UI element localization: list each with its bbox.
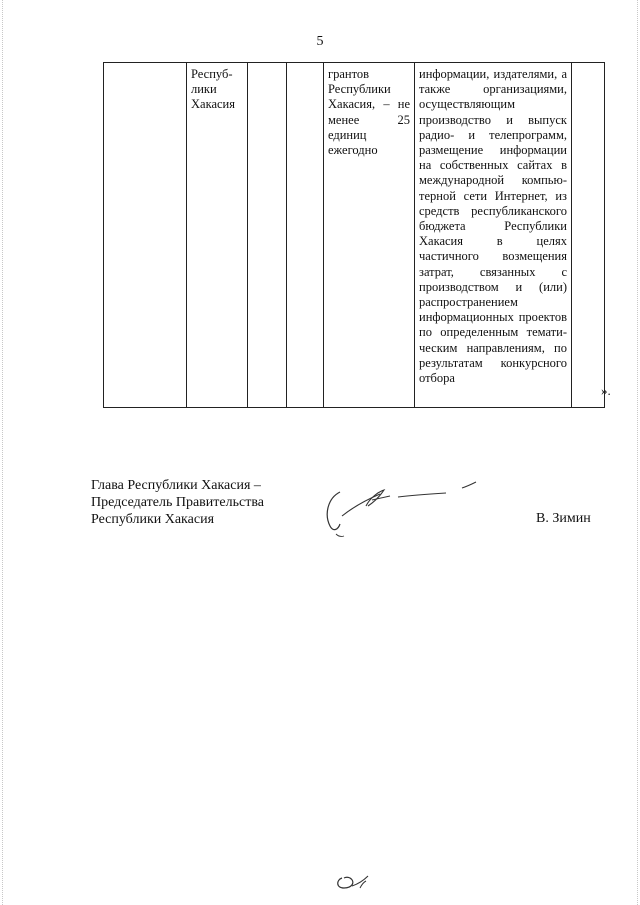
- table-row: [104, 63, 605, 408]
- page-number: 5: [316, 34, 324, 49]
- continuation-table: [103, 62, 605, 408]
- region-line: Респуб-: [191, 67, 233, 81]
- table-cell-description: [415, 63, 572, 408]
- region-line: Хакасия: [191, 97, 235, 112]
- signatory-name: В. Зимин: [536, 511, 591, 526]
- signatory-position-line: Глава Республики Хакасия –: [91, 478, 261, 493]
- table-cell-indicator: [324, 63, 415, 408]
- indicator-text: грантов Республики Хакасия, – не менее 25 единиц ежегодно: [328, 67, 410, 158]
- description-text: информации, издателями, а также организациями, осуществляющим производство и выпуск радио- и телепрограмм, размещение информации на собственных сайтах в международной компью-терной сети Интернет, из средств республиканского бюджета Республики Хакасия в целях частичного возмещения затрат, связанных с производством и (или) распространением информационных проектов по определенным темати-ческим направлениям, по результатам конкурсного отбора: [419, 67, 567, 386]
- closing-quote-mark: ».: [601, 383, 611, 398]
- signatory-position-line: Председатель Правительства: [91, 495, 264, 510]
- signatory-position: [91, 477, 264, 528]
- table-cell-empty-2: [248, 63, 287, 408]
- table-cell-region: [187, 63, 248, 408]
- page-edge-left: [2, 0, 3, 905]
- handwritten-signature: [322, 480, 482, 550]
- table-cell-empty-4: [572, 63, 605, 408]
- table-cell-empty-1: [104, 63, 187, 408]
- table-cell-empty-3: [287, 63, 324, 408]
- region-line: лики: [191, 82, 217, 97]
- signatory-position-line: Республики Хакасия: [91, 512, 215, 527]
- page-edge-right: [637, 0, 638, 905]
- initials-mark: [334, 872, 374, 892]
